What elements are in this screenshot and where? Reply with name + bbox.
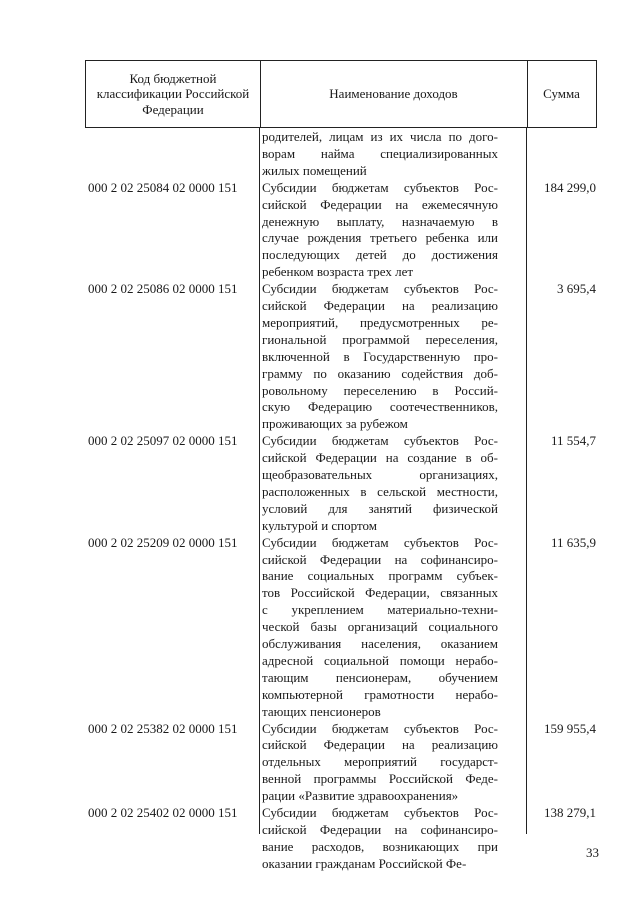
amount: 3 695,4: [557, 281, 596, 297]
budget-code: 000 2 02 25402 02 0000 151: [88, 805, 238, 820]
description-line: Субсидии бюджетам субъектов Рос-: [262, 805, 498, 820]
description-line: Субсидии бюджетам субъектов Рос-: [262, 281, 498, 297]
description-line: условий для занятий физической: [262, 500, 498, 516]
amount: 11 554,7: [550, 433, 596, 449]
header-code: Код бюджетной классификации Российской Федерации: [86, 61, 261, 127]
description-line: обслуживания населения, оказанием: [262, 636, 498, 652]
amount: 11 635,9: [550, 534, 596, 550]
description-line: Субсидии бюджетам субъектов Рос-: [262, 720, 498, 736]
continuation-description: [262, 129, 498, 180]
description-line: Субсидии бюджетам субъектов Рос-: [262, 433, 498, 449]
description-line: мероприятий, предусмотренных ре-: [262, 314, 498, 330]
budget-code: 000 2 02 25382 02 0000 151: [88, 720, 238, 736]
description-line: тающих пенсионеров: [262, 703, 381, 719]
description-line: адресной социальной помощи нерабо-: [262, 652, 498, 668]
description-line: последующих детей до достижения: [262, 247, 498, 263]
description-line: сийской Федерации на ежемесячную: [262, 196, 498, 212]
description-line: включенной в Государственную про-: [262, 348, 498, 364]
income-description: [262, 433, 498, 534]
description-line: компьютерной грамотности нерабо-: [262, 686, 498, 702]
description-line: тов Российской Федерации, связанных: [262, 585, 498, 601]
description-line: денежную выплату, назначаемую в: [262, 213, 498, 229]
description-line: щеобразовательных организациях,: [262, 467, 498, 482]
description-line: родителей, лицам из их числа по дого-: [262, 129, 498, 144]
description-line: расположенных в сельской местности,: [262, 483, 498, 499]
description-line: сийской Федерации на реализацию: [262, 298, 498, 313]
description-line: культурой и спортом: [262, 517, 377, 533]
description-line: вание расходов, возникающих при: [262, 838, 498, 854]
description-line: сийской Федерации на софинансиро-: [262, 821, 498, 837]
description-line: ровольному переселению в Россий-: [262, 382, 498, 398]
description-line: отдельных мероприятий государст-: [262, 754, 498, 770]
description-line: венной программы Российской Феде-: [262, 771, 498, 787]
amount: 159 955,4: [544, 720, 596, 736]
income-description: [262, 805, 498, 873]
description-line: Субсидии бюджетам субъектов Рос-: [262, 534, 498, 550]
table-header: [85, 60, 597, 128]
description-line: с укреплением материально-техни-: [262, 602, 498, 618]
description-line: сийской Федерации на софинансиро-: [262, 551, 498, 567]
description-line: ребенком возраста трех лет: [262, 264, 414, 280]
description-line: жилых помещений: [262, 162, 367, 178]
page-number: 33: [586, 845, 599, 860]
description-line: проживающих за рубежом: [262, 416, 408, 432]
description-line: ческой базы организаций социального: [262, 619, 498, 635]
amount: 138 279,1: [544, 805, 596, 820]
income-description: [262, 535, 498, 721]
description-line: оказании гражданам Российской Фе-: [262, 855, 467, 871]
amount: 184 299,0: [544, 179, 596, 195]
description-line: скую Федерацию соотечественников,: [262, 399, 498, 415]
description-line: случае рождения третьего ребенка или: [262, 230, 498, 246]
description-line: грамму по оказанию содействия доб-: [262, 365, 498, 381]
budget-code: 000 2 02 25097 02 0000 151: [88, 433, 238, 449]
column-divider-code-name: [259, 128, 260, 834]
description-line: сийской Федерации на создание в об-: [262, 450, 498, 466]
budget-code: 000 2 02 25086 02 0000 151: [88, 281, 238, 297]
description-line: Субсидии бюджетам субъектов Рос-: [262, 179, 498, 195]
income-description: [262, 180, 498, 281]
description-line: гиональной программой переселения,: [262, 331, 498, 347]
budget-code: 000 2 02 25084 02 0000 151: [88, 179, 238, 195]
description-line: вание социальных программ субъек-: [262, 568, 498, 584]
header-sum: Сумма: [543, 86, 580, 102]
description-line: тающим пенсионерам, обучением: [262, 669, 498, 685]
description-line: ворам найма специализированных: [262, 145, 498, 161]
header-name: Наименование доходов: [260, 61, 528, 127]
description-line: рации «Развитие здравоохранения»: [262, 788, 459, 804]
income-description: [262, 281, 498, 433]
income-description: [262, 721, 498, 806]
budget-code: 000 2 02 25209 02 0000 151: [88, 534, 238, 550]
description-line: сийской Федерации на реализацию: [262, 737, 498, 753]
